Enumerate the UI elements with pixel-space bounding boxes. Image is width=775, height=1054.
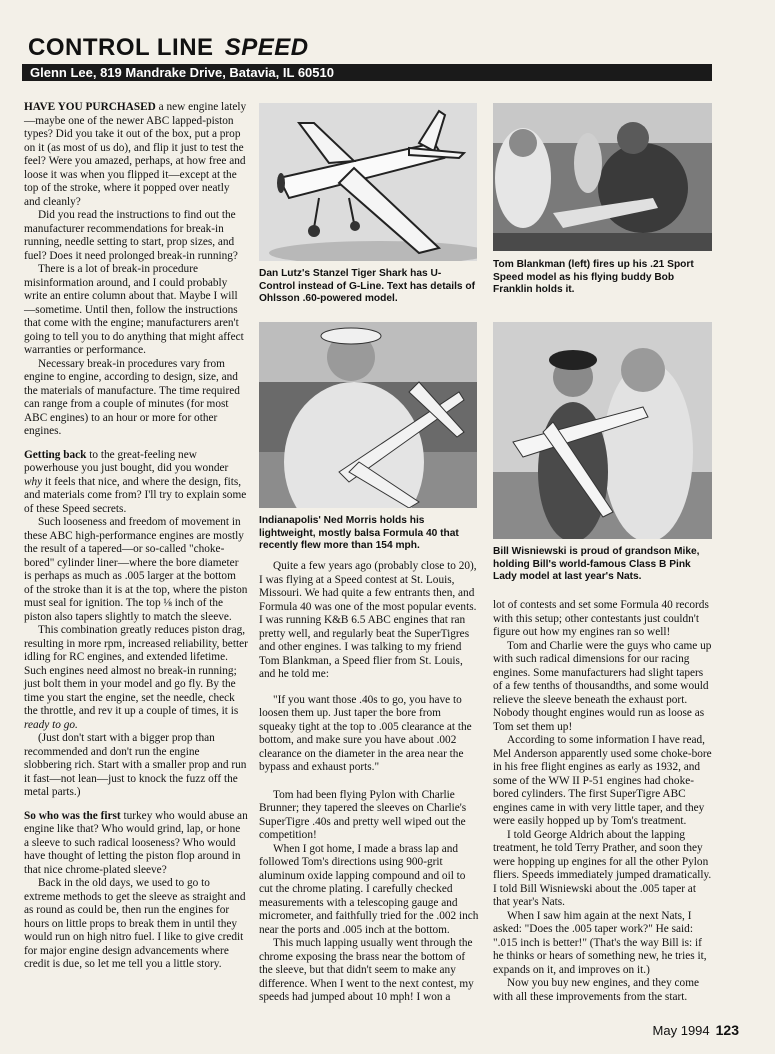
caption-ned-morris: Indianapolis' Ned Morris holds his lightweight, mostly balsa Formula 40 that recently flew more than 154 mph.: [259, 515, 459, 552]
paragraph: Tom and Charlie were the guys who came up with such radical dimensions for our racing engines. Some manufacturers had slight tapers of a few tenths of thousandths, and some would relieve the sleeve beneath the exhaust port. Nobody thought engines would run as loose as Tom set them up!: [493, 639, 712, 733]
text-column-2: [259, 560, 479, 1005]
byline-bar: Glenn Lee, 819 Mandrake Drive, Batavia, IL 60510: [22, 64, 712, 81]
paragraph: Now you buy new engines, and they come with all these improvements from the start.: [493, 977, 700, 1003]
paragraph: When I got home, I made a brass lap and followed Tom's directions using 900-grit aluminum oxide lapping compound and oil to cut the chrome plating. I carefully checked measurements with a telescoping gauge and micrometer, and faithfully tried for the .002 inch near the ports and .005 inch at the bottom.: [259, 842, 479, 936]
paragraph: lot of contests and set some Formula 40 records with this setup; other contestants just couldn't figure out how my engines ran so well!: [493, 599, 709, 638]
photo-ned-morris: [259, 322, 477, 508]
paragraph: This combination greatly reduces piston drag, resulting in more rpm, increased reliability, better idling for RC engines, and extended lifetime. Such engines need almost no break-in running; just bolt them in your model and go fly. By the time you start the engine, set the needle, check the throttle, and rev it up a couple of times, it is ready to go.: [24, 624, 248, 731]
page-footer: [653, 1022, 739, 1038]
text-column-1: [24, 101, 248, 972]
paragraph: This much lapping usually went through the chrome exposing the brass near the bottom of the sleeve, but that didn't seem to make any difference. When I went to the next contest, my speeds had jumped about 10 mph! I won a: [259, 937, 474, 1003]
paragraph: I told George Aldrich about the lapping treatment, he told Terry Prather, and soon they were hopping up engines for all the other Pylon fliers. Speeds immediately jumped dramatically. I told Bill Wisniewski about the .005 taper at that year's Nats.: [493, 828, 712, 908]
caption-wisniewski: Bill Wisniewski is proud of grandson Mike, holding Bill's world-famous Class B Pink Lady model at last year's Nats.: [493, 546, 700, 583]
paragraph: Quite a few years ago (probably close to 20), I was flying at a Speed contest at St. Louis, Missouri. We had quite a few entrants then, and Formula 40 was one of the most popular events. I was running K&B 6.5 ABC engines that ran pretty well, and regularly beat the SuperTigres and other engines. I was talking to my friend Tom Blankman, a Speed flier from St. Louis, and he told me:: [259, 560, 477, 680]
issue-date: May 1994: [652, 1023, 710, 1038]
paragraph: There is a lot of break-in procedure misinformation around, and I could probably write an entire column about that. Maybe I will—sometime. Until then, follow the instructions that come with the engine; manufacturers aren't going to tell you to do anything that might affect warranties or performance.: [24, 263, 244, 356]
paragraph: Did you read the instructions to find out the manufacturer recommendations for break-in running, needle setting to start, prop sizes, and fuel? Does it need prolonged break-in running?: [24, 209, 238, 262]
paragraph: So who was the first turkey who would abuse an engine like that? Who would grind, lap, or hone a sleeve to such radical looseness? Who would have thought of letting the piston flop around in that nice chrome-plated sleeve?: [24, 809, 248, 876]
column-title-italic: SPEED: [224, 34, 309, 61]
paragraph: Getting back to the great-feeling new powerhouse you just bought, did you wonder why it feels that nice, and where the design, fits, and materials come from? I'll try to explain some of these Speed secrets.: [24, 448, 247, 515]
page-number: 123: [715, 1022, 739, 1038]
paragraph: HAVE YOU PURCHASED a new engine lately—maybe one of the newer ABC lapped-piston types? Did you take it out of the box, put a prop on it (as most of us do), and flip it just to test the feel? Were you amazed, perhaps, at how free and loose it was when you flipped it—except at the top of the stroke, where it popped over neatly and cleanly?: [24, 101, 247, 208]
paragraph: According to some information I have read, Mel Anderson apparently used some choke-bore in his free flight engines as early as 1932, and some of the WW II P-51 engines had choke-bored cylinders. The first SuperTigre ABC engines came in with very little taper, and they were easily hopped up by Tom's treatment.: [493, 734, 712, 827]
paragraph: (Just don't start with a bigger prop than recommended and don't run the engine slobbering rich. Start with a smaller prop and run it fast—not lean—just to knock the fuzz off the metal parts.): [24, 732, 247, 798]
photo-blankman: [493, 103, 712, 251]
paragraph: Necessary break-in procedures vary from engine to engine, according to design, size, and the materials of manufacture. The time required can range from a couple of minutes (for most ABC engines) to an hour or more for other engines.: [24, 357, 240, 437]
column-title-main: CONTROL LINE: [28, 34, 214, 61]
paragraph: Such looseness and freedom of movement in these ABC high-performance engines are mostly the result of a tapered—or so-called "choke-bored" cylinder liner—where the bore diameter is perhaps as much as .005 larger at the bottom of the stroke than it is at the top, where the piston must seal for ignition. The top ⅛ inch of the piston also tapers slightly to match the sleeve.: [24, 516, 248, 623]
text-column-3: [493, 599, 715, 1004]
column-title: [28, 34, 309, 62]
paragraph: Back in the old days, we used to go to extreme methods to get the sleeve as straight and as round as could be, then run the engines for hours on little props to break them in until they would run on high nitro fuel. I like to give credit for major engine design advancements where credit is due, so let me tell you a little story.: [24, 877, 246, 970]
photo-tiger-shark: [259, 103, 477, 261]
photo-wisniewski: [493, 322, 712, 539]
paragraph: When I saw him again at the next Nats, I asked: "Does the .005 taper work?" He said: ".015 inch is better!" (That's the way Bill is: if he thinks or hears of something new, he tries it, expands on it, and improves on it.): [493, 909, 707, 976]
caption-tiger-shark: Dan Lutz's Stanzel Tiger Shark has U-Control instead of G-Line. Text has details of Ohlsson .60-powered model.: [259, 268, 476, 305]
paragraph: Tom had been flying Pylon with Charlie Brunner; they tapered the sleeves on Charlie's SuperTigre .40s and pretty well wiped out the competition!: [259, 788, 467, 841]
block-quote: "If you want those .40s to go, you have to loosen them up. Just taper the bore from squeaky tight at the top to .005 clearance at the bottom, and make sure you have about .002 clearance on the diameter in the area near the bypass and exhaust ports.": [259, 693, 472, 773]
caption-blankman: Tom Blankman (left) fires up his .21 Sport Speed model as his flying buddy Bob Franklin holds it.: [493, 259, 694, 296]
